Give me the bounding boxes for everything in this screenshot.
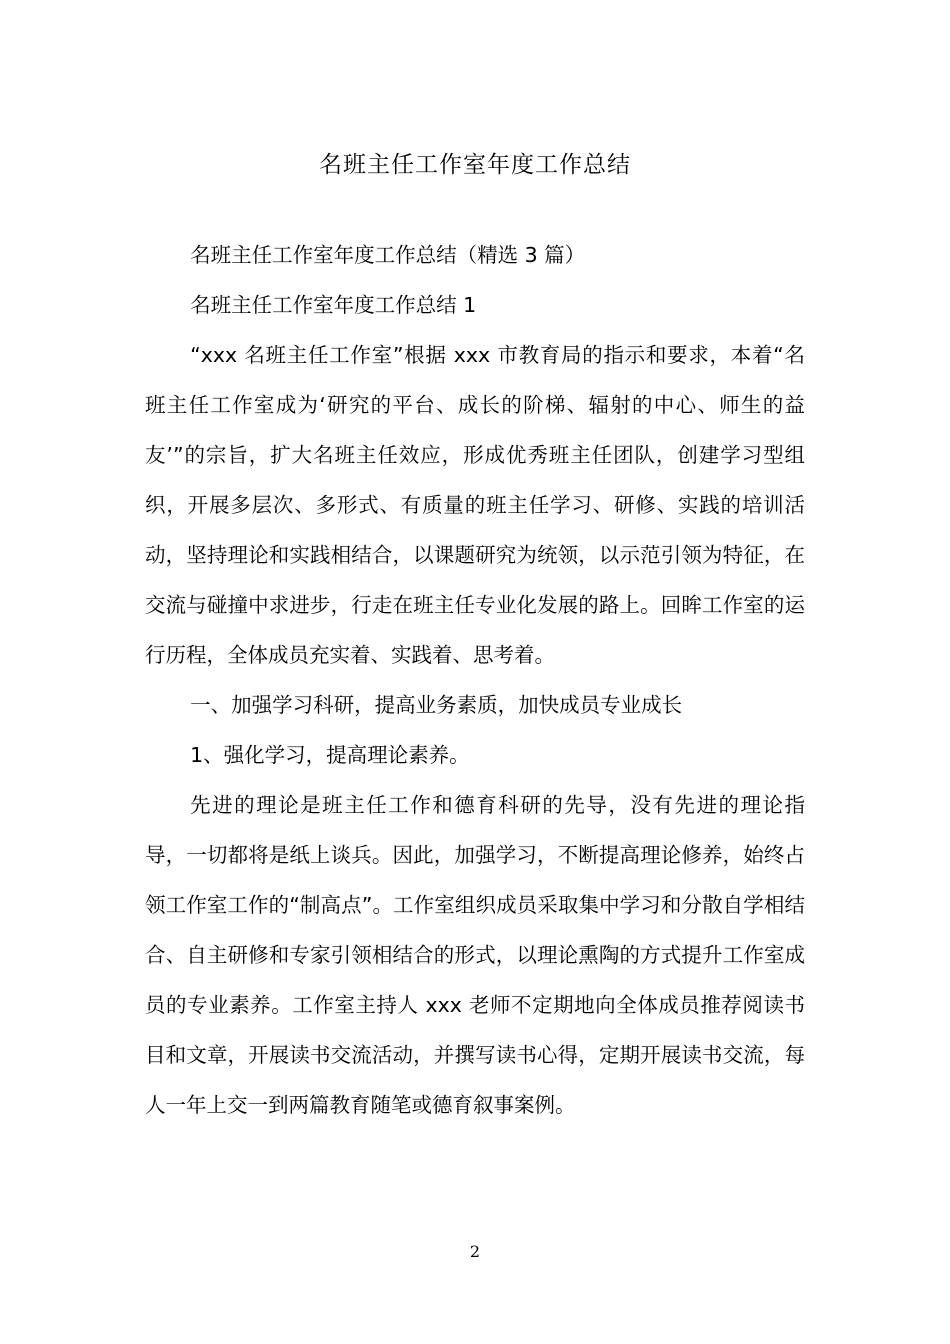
section-heading-one: 一、加强学习科研，提高业务素质，加快成员专业成长: [190, 693, 683, 717]
document-body: [145, 230, 805, 1130]
body-paragraph: 先进的理论是班主任工作和德育科研的先导，没有先进的理论指导，一切都将是纸上谈兵。因此，加强学习，不断提高理论修养，始终占领工作室工作的“制高点”。工作室组织成员采取集中学习和分散自学相结合、自主研修和专家引领相结合的形式，以理论熏陶的方式提升工作室成员的专业素养。工作室主持人 xxx 老师不定期地向全体成员推荐阅读书目和文章，开展读书交流活动，并撰写读书心得，定期开展读书交流，每人一年上交一到两篇教育随笔或德育叙事案例。: [145, 793, 805, 1117]
page-number: 2: [469, 1242, 481, 1261]
subtitle-paragraph: 名班主任工作室年度工作总结（精选 3 篇）: [190, 243, 586, 267]
section-heading-1: 名班主任工作室年度工作总结 1: [190, 293, 477, 317]
subsection-heading: 1、强化学习，提高理论素养。: [190, 743, 470, 767]
document-title: 名班主任工作室年度工作总结: [319, 152, 631, 178]
intro-paragraph: “xxx 名班主任工作室”根据 xxx 市教育局的指示和要求，本着“名班主任工作室成为‘研究的平台、成长的阶梯、辐射的中心、师生的益友’”的宗旨，扩大名班主任效应，形成优秀班主任团队，创建学习型组织，开展多层次、多形式、有质量的班主任学习、研修、实践的培训活动，坚持理论和实践相结合，以课题研究为统领，以示范引领为特征，在交流与碰撞中求进步，行走在班主任专业化发展的路上。回眸工作室的运行历程，全体成员充实着、实践着、思考着。: [145, 343, 805, 667]
